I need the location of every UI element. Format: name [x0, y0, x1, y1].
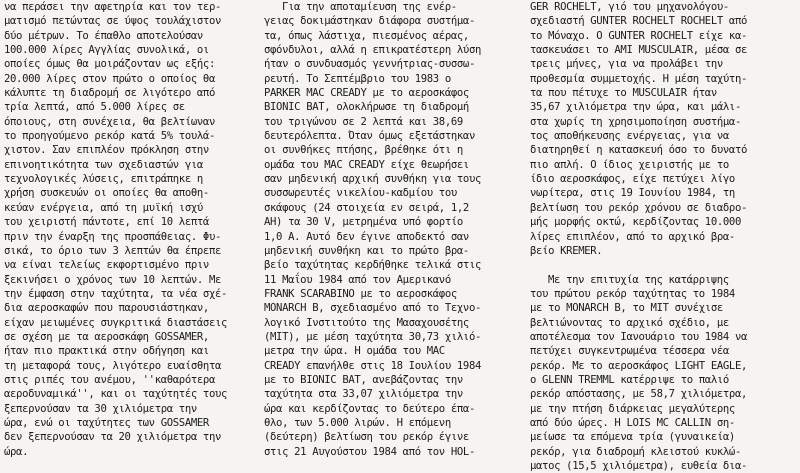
text-line: μετρα την ώρα. Η ομάδα του MAC	[264, 345, 445, 358]
text-line: στα χωρίς τη χρησιμοποίηση συστήμα-	[530, 115, 741, 128]
text-line: GER ROCHELT, γιό του μηχανολόγου-	[530, 1, 729, 13]
text-column-3	[530, 0, 794, 473]
text-line: τος αποθήκευσης ενέργειας, για να	[530, 130, 729, 143]
text-line: επινοητικότητα των σχεδιαστών για	[4, 158, 203, 171]
text-line: μής μορφής οκτώ, κερδίζοντας 10.000	[530, 216, 741, 229]
text-line: να είναι τελείως εκφορτισμένο πριν	[4, 259, 209, 272]
text-line: ίδιο αεροσκάφος, είχε πετύχει λίγο	[530, 173, 735, 186]
text-line: να περάσει την αφετηρία και τον τερ-	[4, 1, 222, 13]
text-line: με την πτήση διάρκειας μεγαλύτερης	[530, 402, 735, 415]
text-line: μηδενική συνθήκη και το πρώτο βρα-	[264, 244, 469, 257]
text-line: BIONIC BAT, ολοκλήρωσε τη διαδρομή	[264, 101, 469, 114]
text-line: πριν την έναρξη της προσπάθειας. Φυ-	[4, 230, 222, 243]
text-line: συσσωρευτές νικελίου-καδμίου του	[264, 187, 457, 200]
text-line: FRANK SCARABINO με το αεροσκάφος	[264, 287, 457, 300]
text-line: ήταν πιο πρακτικά στην οδήγηση και	[4, 345, 209, 358]
text-line: αεροδυναμικά'', και οι ταχύτητές τους	[4, 388, 228, 401]
text-line: του τριγώνου σε 2 λεπτά και 38,69	[264, 115, 463, 128]
text-line: όποιους, στη συνέχεια, θα βελτίωναν	[4, 115, 215, 128]
text-line: 100.000 λίρες Αγγλίας συνολικά, οι	[4, 44, 209, 57]
text-line: ρευτή. Το Σεπτέμβριο του 1983 ο	[264, 72, 451, 85]
text-line: ματισμό πετώντας σε ύψος τουλάχιστον	[4, 15, 222, 28]
text-line: στις ριπές του ανέμου, ''καθαρότερα	[4, 373, 215, 386]
text-line: Για την αποταμίευση της ενέρ-	[282, 1, 457, 13]
text-line: χρήση συσκευών οι οποίες θα αποθη-	[4, 187, 209, 200]
text-line: οι συνθήκες πτήσης, βρέθηκε ότι η	[264, 144, 463, 157]
text-line	[530, 258, 794, 272]
text-line: δευτερόλεπτα. Όταν όμως εξετάστηκαν	[264, 130, 475, 143]
text-line: τασκευάσει το AMI MUSCULAIR, μέσα σε	[530, 44, 748, 57]
text-line: ρεκόρ απόστασης, με 58,7 χιλιόμετρα,	[530, 388, 748, 401]
text-line: τα που πέτυχε το MUSCULAIR ήταν	[530, 87, 717, 100]
text-line: κεύαν ενέργεια, από τη μυϊκή ισχύ	[4, 201, 203, 214]
text-line: με το BIONIC BAT, ανεβάζοντας την	[264, 373, 463, 386]
text-line: οποίες όμως θα μοιράζονταν ως εξής:	[4, 58, 215, 71]
text-line: 35,67 χιλιόμετρα την ώρα, και μάλι-	[530, 101, 741, 114]
text-line: CREADY επανήλθε στις 18 Ιουλίου 1984	[264, 359, 482, 372]
text-line: νωρίτερα, στις 19 Ιουνίου 1984, τη	[530, 187, 735, 200]
text-line: το προηγούμενο ρεκόρ κατά 5% τουλά-	[4, 130, 215, 143]
text-line: βείο KREMER.	[530, 244, 603, 257]
text-line: μείωσε τα επόμενα τρία (γυναικεία)	[530, 431, 735, 444]
text-line: με το MONARCH B, το MIT συνέχισε	[530, 302, 723, 315]
text-line: τη μεταφορά τους, λιγότερο ευαίσθητα	[4, 359, 222, 372]
text-line: ομάδα του MAC CREADY είχε θεωρήσει	[264, 158, 469, 171]
text-line: διατηρηθεί η κατασκευή όσο το δυνατό	[530, 144, 748, 157]
text-line: σφόνδυλοι, αλλά η επικρατέστερη λύση	[264, 44, 482, 57]
text-line: ξεκινήσει ο χρόνος των 10 λεπτών. Με	[4, 273, 222, 286]
text-line: τρία λεπτά, από 5.000 λίρες σε	[4, 101, 185, 114]
text-line: δύο μέτρων. Το έπαθλο αποτελούσαν	[4, 29, 203, 42]
text-line: του πρώτου ρεκόρ ταχύτητας το 1984	[530, 287, 735, 300]
text-line: ρεκόρ, για διαδρομή κλειστού κυκλώ-	[530, 445, 741, 458]
text-line: ώρα, ενώ οι ταχύτητες των GOSSAMER	[4, 416, 209, 429]
text-line: MONARCH B, σχεδιασμένο από το Τεχνο-	[264, 302, 482, 315]
text-line: σχεδιαστή GUNTER ROCHELT ROCHELT από	[530, 15, 748, 28]
text-line: στις 21 Αυγούστου 1984 από τον HOL-	[264, 445, 475, 458]
text-line: τεχνολογικές λύσεις, επιτράπηκε η	[4, 173, 203, 186]
text-line: βελτιώνοντας το αρχικό σχέδιο, με	[530, 316, 729, 329]
text-line: λίρες επιπλέον, από το αρχικό βρα-	[530, 230, 735, 243]
text-line: δεν ξεπερνούσαν τα 20 χιλιόμετρα την	[4, 431, 222, 444]
text-line: το Μόναχο. Ο GUNTER ROCHELT είχε κα-	[530, 29, 748, 42]
text-line: κάλυπτε τη διαδρομή σε λιγότερο από	[4, 87, 215, 100]
text-line: ματος (15,5 χιλιόμετρα), ευθεία δια-	[530, 460, 748, 472]
text-line: 1,0 A. Αυτό δεν έγινε αποδεκτό σαν	[264, 230, 469, 243]
text-line: 11 Μαΐου 1984 από τον Αμερικανό	[264, 273, 451, 286]
text-line: ήταν ο συνδυασμός γεννήτριας-συσσω-	[264, 58, 475, 71]
text-line: PARKER MAC CREADY με το αεροσκάφος	[264, 87, 469, 100]
text-line: ο GLENN TREMML κατέρριψε το παλιό	[530, 373, 729, 386]
text-line: ώρα και κερδίζοντας το δεύτερο έπα-	[264, 402, 475, 415]
text-line: βελτίωση του ρεκόρ χρόνου σε διαδρο-	[530, 201, 748, 214]
text-line: ταχύτητα στα 33,07 χιλιόμετρα την	[264, 388, 463, 401]
text-column-1	[4, 0, 252, 459]
text-line: λογικό Ινστιτούτο της Μασαχουσέτης	[264, 316, 469, 329]
text-line: AH) τα 30 V, μετρημένα υπό φορτίο	[264, 216, 463, 229]
text-line: πιο απλή. Ο ίδιος χειριστής με το	[530, 158, 729, 171]
text-line: τρεις μήνες, για να προλάβει την	[530, 58, 723, 71]
text-line: (δεύτερη) βελτίωση του ρεκόρ έγινε	[264, 431, 469, 444]
text-line: ξεπερνούσαν τα 30 χιλιόμετρα την	[4, 402, 197, 415]
text-line: θλο, των 5.000 λιρών. Η επόμενη	[264, 416, 451, 429]
text-line: ρεκόρ. Με το αεροσκάφος LIGHT EAGLE,	[530, 359, 748, 372]
text-line: σαν μηδενική αρχική συνθήκη για τους	[264, 173, 482, 186]
text-line: βείο ταχύτητας κερδήθηκε τελικά στις	[264, 259, 482, 272]
text-line: από δύο ώρες. Η LOIS MC CALLIN ση-	[530, 416, 735, 429]
text-line: (MIT), με μέση ταχύτητα 30,73 χιλιό-	[264, 330, 482, 343]
text-column-2	[264, 0, 522, 459]
text-line: σε σχέση με τα αεροσκάφη GOSSAMER,	[4, 330, 209, 343]
text-line: είχαν μειωμένες συγκριτικά διαστάσεις	[4, 316, 228, 329]
text-line: πετύχει συγκεντρωμένα τέσσερα νέα	[530, 345, 729, 358]
text-line: τα, όπως λάστιχα, πιεσμένος αέρας,	[264, 29, 469, 42]
text-line: 20.000 λίρες στον πρώτο ο οποίος θα	[4, 72, 215, 85]
text-line: την έμφαση στην ταχύτητα, τα νέα σχέ-	[4, 287, 228, 300]
text-line: σκάφους (24 στοιχεία εν σειρά, 1,2	[264, 201, 469, 214]
text-line: σικά, το όριο των 3 λεπτών θα έπρεπε	[4, 244, 222, 257]
text-line: αποτέλεσμα τον Ιανουάριο του 1984 να	[530, 330, 748, 343]
text-line: γειας δοκιμάστηκαν διάφορα συστήμα-	[264, 15, 475, 28]
text-line: του χειριστή πάντοτε, επί 10 λεπτά	[4, 216, 209, 229]
text-line: προθεσμία συμμετοχής. Η μέση ταχύτη-	[530, 72, 748, 85]
text-line: δια αεροσκαφών που παρουσιάστηκαν,	[4, 302, 209, 315]
text-line: χιστον. Σαν επιπλέον πρόκληση στην	[4, 144, 209, 157]
text-line: Με την επιτυχία της κατάρριψης	[548, 273, 729, 286]
text-line: ώρα.	[4, 445, 29, 458]
